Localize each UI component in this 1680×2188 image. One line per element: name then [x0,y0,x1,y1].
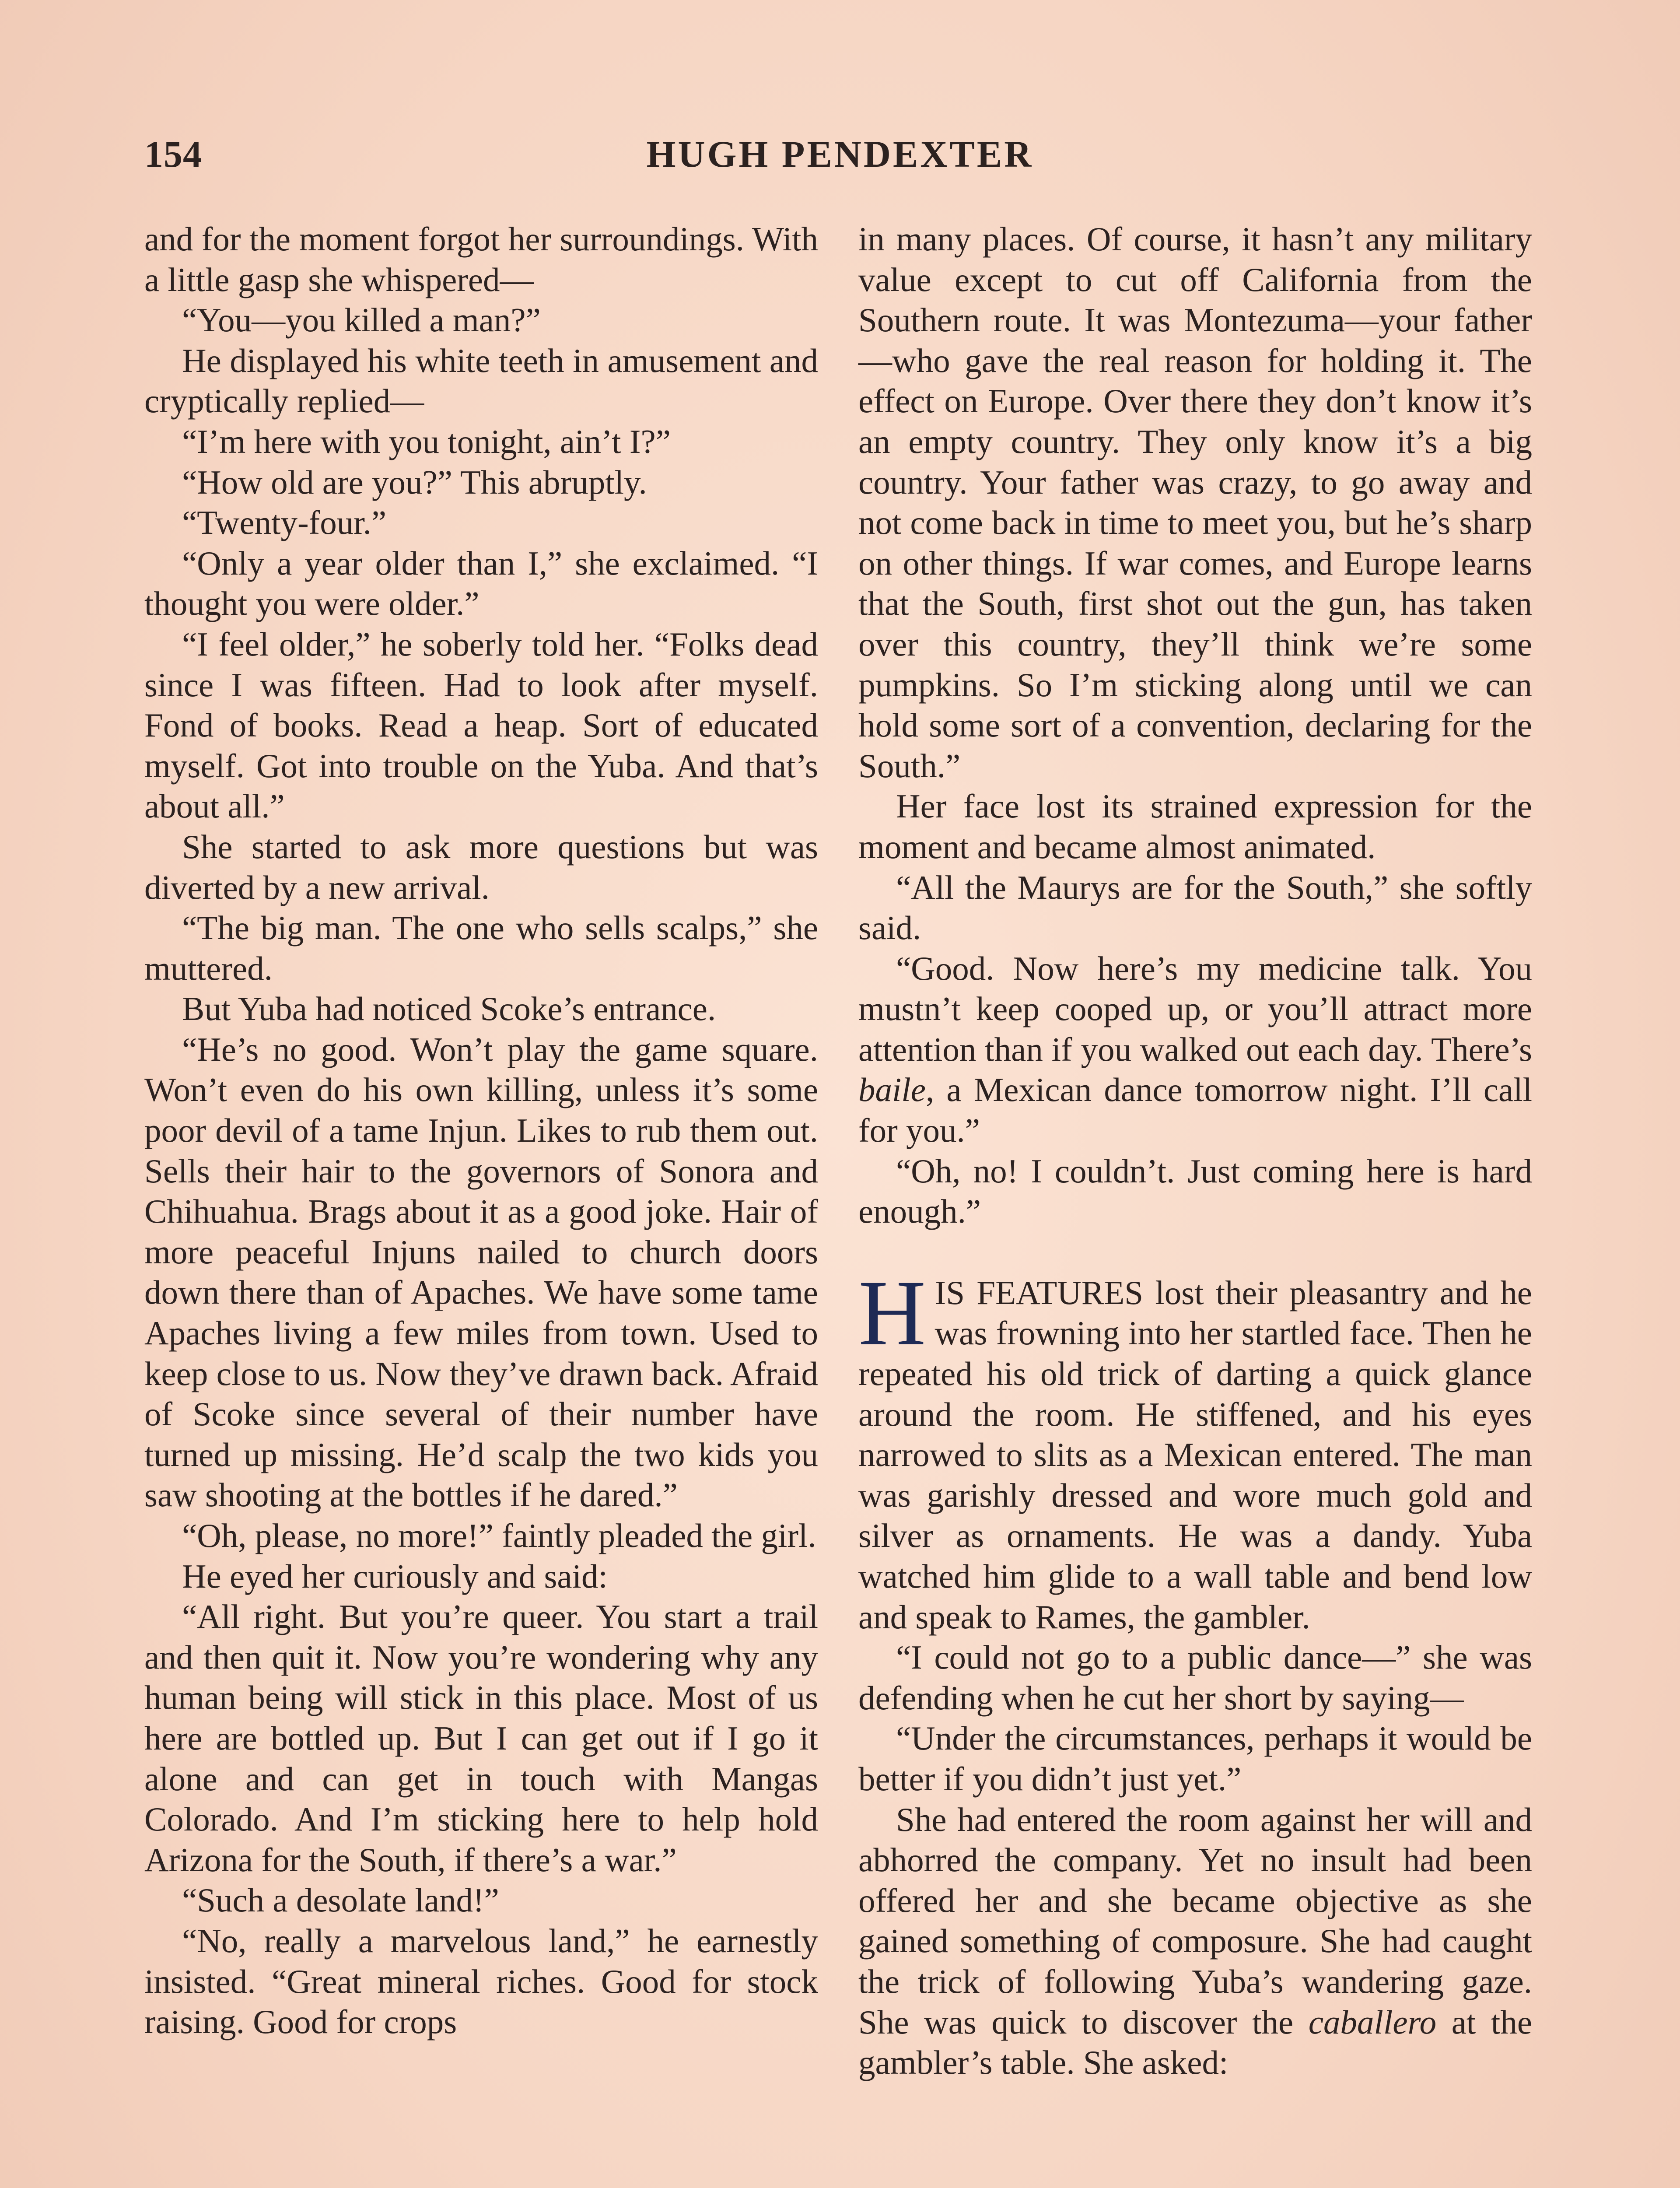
paragraph: Her face lost its strained expression for the moment and became almost animated. [858,787,1532,866]
text-run: at the gambler’s table. She asked: [858,2003,1533,2082]
paragraph: “I feel older,” he soberly told her. “Folks dead since I was fifteen. Had to look after myself. Fond of books. Read a heap. Sort of educated myself. Got into trouble on the Yuba. And that’s about all.” [144,625,818,825]
running-head: HUGH PENDEXTER [646,133,1034,175]
paragraph: “Twenty-four.” [182,504,387,542]
section-lead-in: IS FEATURES [934,1273,1144,1311]
paragraph: But Yuba had noticed Scoke’s entrance. [182,990,716,1028]
drop-cap: H [858,1261,926,1365]
paragraph [858,948,1532,1151]
paragraph: “Only a year older than I,” she exclaimed. “I thought you were older.” [144,544,818,623]
text-run: She had entered the room against her will and abhorred the company. Yet no insult had been offered her and she became objective as she gained something of composure. She had caught the trick of following Yuba’s wandering gaze. She was quick to discover the [858,1800,1532,2041]
text-run: , a Mexican dance tomorrow night. I’ll call for you.” [858,1071,1532,1150]
paragraph: She started to ask more questions but was diverted by a new arrival. [144,828,818,906]
section-opening-paragraph [858,1261,1532,1637]
paragraph: “The big man. The one who sells scalps,” she muttered. [144,909,818,987]
italic-word: baile [858,1071,926,1109]
text-run: “Good. Now here’s my medicine talk. You mustn’t keep cooped up, or you’ll attract more attention than if you walked out each day. There’s [858,949,1532,1068]
right-column [858,219,1532,2188]
italic-word: caballero [1308,2003,1437,2041]
paragraph: “I’m here with you tonight, ain’t I?” [182,422,671,460]
paragraph: “All right. But you’re queer. You start a trail and then quit it. Now you’re wondering why any human being will stick in this place. Most of us here are bottled up. But I can get out if I go it alone and can get in touch with Mangas Colorado. And I’m sticking here to help hold Arizona for the South, if there’s a war.” [144,1598,818,1879]
paragraph: “Oh, please, no more!” faintly pleaded the girl. [182,1517,816,1554]
paragraph: “You—you killed a man?” [182,301,541,339]
paragraph [858,1799,1532,2083]
paragraph: He displayed his white teeth in amusement and cryptically replied— [144,341,818,420]
text-run: lost their pleasantry and he was frowning into her startled face. Then he repeated his old trick of darting a quick glance around the room. He stiffened, and his eyes narrowed to slits as a Mexican entered. The man was garishly dressed and wore much gold and silver as ornaments. He was a dandy. Yuba watched him glide to a wall table and bend low and speak to Rames, the gambler. [858,1273,1532,1636]
paragraph: “Such a desolate land!” [182,1881,499,1919]
paragraph: “How old are you?” This abruptly. [182,463,647,501]
paragraph: and for the moment forgot her surroundings. With a little gasp she whispered— [144,220,818,298]
page-header [144,127,1536,184]
paragraph: in many places. Of course, it hasn’t any military value except to cut off California from the Southern route. It was Montezuma—your father—who gave the real reason for holding it. The effect on Europe. Over there they don’t know it’s an empty country. They only know it’s a big country. Your father was crazy, to go away and not come back in time to meet you, but he’s sharp on other things. If war comes, and Europe learns that the South, first shot out the gun, has taken over this country, they’ll think we’re some pumpkins. So I’m sticking along until we can hold some sort of a convention, declaring for the South.” [858,220,1532,785]
page-number: 154 [144,133,202,175]
paragraph: “Under the circumstances, perhaps it would be better if you didn’t just yet.” [858,1719,1532,1798]
paragraph: He eyed her curiously and said: [182,1557,608,1595]
paragraph: “Oh, no! I couldn’t. Just coming here is hard enough.” [858,1152,1532,1231]
paragraph: “He’s no good. Won’t play the game square. Won’t even do his own killing, unless it’s some poor devil of a tame Injun. Likes to rub them out. Sells their hair to the governors of Sonora and Chihuahua. Brags about it as a good joke. Hair of more peaceful Injuns nailed to church doors down there than of Apaches. We have some tame Apaches living a few miles from town. Used to keep close to us. Now they’ve drawn back. Afraid of Scoke since several of their number have turned up missing. He’d scalp the two kids you saw shooting at the bottles if he dared.” [144,1030,818,1514]
left-column [144,219,818,2188]
paragraph: “I could not go to a public dance—” she was defending when he cut her short by saying— [858,1638,1532,1717]
paragraph: “All the Maurys are for the South,” she softly said. [858,868,1532,947]
paragraph: “No, really a marvelous land,” he earnestly insisted. “Great mineral riches. Good for stock raising. Good for crops [144,1922,818,2041]
